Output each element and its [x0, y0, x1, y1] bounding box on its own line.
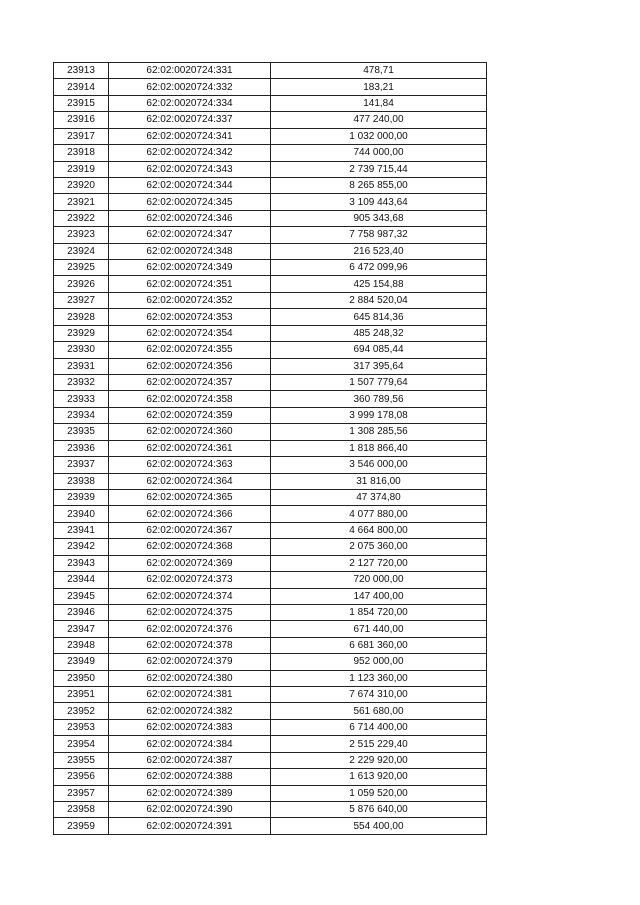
cadastral-number-cell: 62:02:0020724:390 — [109, 801, 271, 817]
table-row — [54, 440, 487, 456]
cadastral-value-cell: 7 674 310,00 — [271, 687, 487, 703]
row-number-cell: 23921 — [54, 194, 109, 210]
cadastral-value-cell: 5 876 640,00 — [271, 801, 487, 817]
table-row — [54, 818, 487, 834]
table-row — [54, 604, 487, 620]
row-number-cell: 23913 — [54, 63, 109, 79]
cadastral-number-cell: 62:02:0020724:334 — [109, 95, 271, 111]
cadastral-value-cell: 2 229 920,00 — [271, 752, 487, 768]
cadastral-number-cell: 62:02:0020724:356 — [109, 358, 271, 374]
cadastral-number-cell: 62:02:0020724:357 — [109, 375, 271, 391]
cadastral-value-cell: 4 077 880,00 — [271, 506, 487, 522]
cadastral-number-cell: 62:02:0020724:343 — [109, 161, 271, 177]
cadastral-value-cell: 720 000,00 — [271, 572, 487, 588]
cadastral-value-cell: 1 059 520,00 — [271, 785, 487, 801]
cadastral-value-cell: 3 999 178,08 — [271, 407, 487, 423]
row-number-cell: 23947 — [54, 621, 109, 637]
row-number-cell: 23944 — [54, 572, 109, 588]
cadastral-value-cell: 671 440,00 — [271, 621, 487, 637]
cadastral-value-cell: 554 400,00 — [271, 818, 487, 834]
cadastral-number-cell: 62:02:0020724:380 — [109, 670, 271, 686]
table-row — [54, 358, 487, 374]
table-row — [54, 424, 487, 440]
table-row — [54, 292, 487, 308]
cadastral-number-cell: 62:02:0020724:368 — [109, 539, 271, 555]
table-row — [54, 769, 487, 785]
cadastral-value-cell: 2 127 720,00 — [271, 555, 487, 571]
cadastral-value-cell: 694 085,44 — [271, 342, 487, 358]
table-row — [54, 785, 487, 801]
cadastral-value-cell: 477 240,00 — [271, 112, 487, 128]
table-row — [54, 210, 487, 226]
table-row — [54, 539, 487, 555]
cadastral-value-cell: 31 816,00 — [271, 473, 487, 489]
cadastral-number-cell: 62:02:0020724:387 — [109, 752, 271, 768]
row-number-cell: 23939 — [54, 489, 109, 505]
row-number-cell: 23914 — [54, 79, 109, 95]
cadastral-number-cell: 62:02:0020724:332 — [109, 79, 271, 95]
cadastral-value-cell: 2 739 715,44 — [271, 161, 487, 177]
table-row — [54, 588, 487, 604]
cadastral-number-cell: 62:02:0020724:344 — [109, 177, 271, 193]
cadastral-number-cell: 62:02:0020724:383 — [109, 719, 271, 735]
row-number-cell: 23938 — [54, 473, 109, 489]
cadastral-value-cell: 7 758 987,32 — [271, 227, 487, 243]
cadastral-number-cell: 62:02:0020724:360 — [109, 424, 271, 440]
cadastral-number-cell: 62:02:0020724:361 — [109, 440, 271, 456]
cadastral-number-cell: 62:02:0020724:369 — [109, 555, 271, 571]
row-number-cell: 23931 — [54, 358, 109, 374]
cadastral-value-cell: 1 308 285,56 — [271, 424, 487, 440]
cadastral-number-cell: 62:02:0020724:342 — [109, 145, 271, 161]
row-number-cell: 23940 — [54, 506, 109, 522]
cadastral-number-cell: 62:02:0020724:349 — [109, 260, 271, 276]
cadastral-number-cell: 62:02:0020724:337 — [109, 112, 271, 128]
cadastral-value-cell: 3 109 443,64 — [271, 194, 487, 210]
table-row — [54, 260, 487, 276]
table-row — [54, 670, 487, 686]
row-number-cell: 23924 — [54, 243, 109, 259]
row-number-cell: 23929 — [54, 325, 109, 341]
table-row — [54, 621, 487, 637]
row-number-cell: 23957 — [54, 785, 109, 801]
cadastral-value-cell: 905 343,68 — [271, 210, 487, 226]
cadastral-number-cell: 62:02:0020724:384 — [109, 736, 271, 752]
row-number-cell: 23930 — [54, 342, 109, 358]
table-row — [54, 391, 487, 407]
table-row — [54, 752, 487, 768]
cadastral-value-cell: 8 265 855,00 — [271, 177, 487, 193]
cadastral-number-cell: 62:02:0020724:348 — [109, 243, 271, 259]
row-number-cell: 23945 — [54, 588, 109, 604]
row-number-cell: 23925 — [54, 260, 109, 276]
cadastral-number-cell: 62:02:0020724:365 — [109, 489, 271, 505]
row-number-cell: 23917 — [54, 128, 109, 144]
cadastral-number-cell: 62:02:0020724:382 — [109, 703, 271, 719]
cadastral-number-cell: 62:02:0020724:367 — [109, 522, 271, 538]
cadastral-value-cell: 317 395,64 — [271, 358, 487, 374]
cadastral-number-cell: 62:02:0020724:364 — [109, 473, 271, 489]
cadastral-value-cell: 1 507 779,64 — [271, 375, 487, 391]
row-number-cell: 23928 — [54, 309, 109, 325]
row-number-cell: 23952 — [54, 703, 109, 719]
table-row — [54, 243, 487, 259]
cadastral-value-cell: 1 854 720,00 — [271, 604, 487, 620]
cadastral-number-cell: 62:02:0020724:353 — [109, 309, 271, 325]
cadastral-value-cell: 2 515 229,40 — [271, 736, 487, 752]
table-row — [54, 572, 487, 588]
cadastral-value-cell: 2 075 360,00 — [271, 539, 487, 555]
cadastral-number-cell: 62:02:0020724:331 — [109, 63, 271, 79]
table-row — [54, 407, 487, 423]
cadastral-value-cell: 6 472 099,96 — [271, 260, 487, 276]
row-number-cell: 23919 — [54, 161, 109, 177]
cadastral-value-cell: 4 664 800,00 — [271, 522, 487, 538]
cadastral-number-cell: 62:02:0020724:352 — [109, 292, 271, 308]
cadastral-value-cell: 645 814,36 — [271, 309, 487, 325]
cadastral-value-cell: 3 546 000,00 — [271, 457, 487, 473]
table-row — [54, 95, 487, 111]
table-row — [54, 637, 487, 653]
cadastral-number-cell: 62:02:0020724:366 — [109, 506, 271, 522]
cadastral-value-cell: 1 613 920,00 — [271, 769, 487, 785]
cadastral-value-cell: 1 032 000,00 — [271, 128, 487, 144]
table-row — [54, 522, 487, 538]
table-row — [54, 325, 487, 341]
cadastral-value-cell: 1 818 866,40 — [271, 440, 487, 456]
cadastral-number-cell: 62:02:0020724:355 — [109, 342, 271, 358]
cadastral-number-cell: 62:02:0020724:359 — [109, 407, 271, 423]
row-number-cell: 23915 — [54, 95, 109, 111]
cadastral-value-cell: 216 523,40 — [271, 243, 487, 259]
row-number-cell: 23951 — [54, 687, 109, 703]
cadastral-number-cell: 62:02:0020724:379 — [109, 654, 271, 670]
cadastral-number-cell: 62:02:0020724:389 — [109, 785, 271, 801]
cadastral-number-cell: 62:02:0020724:374 — [109, 588, 271, 604]
table-row — [54, 654, 487, 670]
table-row — [54, 506, 487, 522]
cadastral-number-cell: 62:02:0020724:346 — [109, 210, 271, 226]
table-row — [54, 194, 487, 210]
cadastral-number-cell: 62:02:0020724:375 — [109, 604, 271, 620]
table-row — [54, 736, 487, 752]
row-number-cell: 23958 — [54, 801, 109, 817]
cadastral-number-cell: 62:02:0020724:363 — [109, 457, 271, 473]
row-number-cell: 23926 — [54, 276, 109, 292]
cadastral-value-cell: 1 123 360,00 — [271, 670, 487, 686]
row-number-cell: 23946 — [54, 604, 109, 620]
table-row — [54, 801, 487, 817]
table-row — [54, 63, 487, 79]
cadastral-value-cell: 6 714 400,00 — [271, 719, 487, 735]
row-number-cell: 23932 — [54, 375, 109, 391]
row-number-cell: 23920 — [54, 177, 109, 193]
row-number-cell: 23949 — [54, 654, 109, 670]
table-row — [54, 177, 487, 193]
table-row — [54, 457, 487, 473]
cadastral-number-cell: 62:02:0020724:341 — [109, 128, 271, 144]
row-number-cell: 23935 — [54, 424, 109, 440]
cadastral-number-cell: 62:02:0020724:345 — [109, 194, 271, 210]
cadastral-number-cell: 62:02:0020724:373 — [109, 572, 271, 588]
row-number-cell: 23922 — [54, 210, 109, 226]
table-row — [54, 555, 487, 571]
row-number-cell: 23950 — [54, 670, 109, 686]
cadastral-value-cell: 360 789,56 — [271, 391, 487, 407]
cadastral-number-cell: 62:02:0020724:388 — [109, 769, 271, 785]
row-number-cell: 23918 — [54, 145, 109, 161]
cadastral-value-cell: 561 680,00 — [271, 703, 487, 719]
cadastral-value-cell: 147 400,00 — [271, 588, 487, 604]
row-number-cell: 23937 — [54, 457, 109, 473]
row-number-cell: 23954 — [54, 736, 109, 752]
row-number-cell: 23942 — [54, 539, 109, 555]
cadastral-number-cell: 62:02:0020724:358 — [109, 391, 271, 407]
row-number-cell: 23916 — [54, 112, 109, 128]
cadastral-number-cell: 62:02:0020724:376 — [109, 621, 271, 637]
cadastral-number-cell: 62:02:0020724:391 — [109, 818, 271, 834]
row-number-cell: 23943 — [54, 555, 109, 571]
cadastral-number-cell: 62:02:0020724:378 — [109, 637, 271, 653]
cadastral-value-cell: 485 248,32 — [271, 325, 487, 341]
row-number-cell: 23927 — [54, 292, 109, 308]
cadastral-number-cell: 62:02:0020724:354 — [109, 325, 271, 341]
cadastral-value-cell: 6 681 360,00 — [271, 637, 487, 653]
cadastral-number-cell: 62:02:0020724:351 — [109, 276, 271, 292]
table-row — [54, 687, 487, 703]
table-row — [54, 342, 487, 358]
table-row — [54, 161, 487, 177]
row-number-cell: 23941 — [54, 522, 109, 538]
cadastral-value-cell: 478,71 — [271, 63, 487, 79]
row-number-cell: 23948 — [54, 637, 109, 653]
table-row — [54, 145, 487, 161]
row-number-cell: 23934 — [54, 407, 109, 423]
cadastral-value-cell: 744 000,00 — [271, 145, 487, 161]
table-row — [54, 473, 487, 489]
table-row — [54, 703, 487, 719]
cadastral-value-cell: 47 374,80 — [271, 489, 487, 505]
row-number-cell: 23956 — [54, 769, 109, 785]
cadastral-value-cell: 952 000,00 — [271, 654, 487, 670]
cadastral-value-cell: 425 154,88 — [271, 276, 487, 292]
table-row — [54, 112, 487, 128]
table-row — [54, 276, 487, 292]
row-number-cell: 23936 — [54, 440, 109, 456]
cadastral-number-cell: 62:02:0020724:347 — [109, 227, 271, 243]
cadastral-value-table — [53, 62, 487, 835]
row-number-cell: 23959 — [54, 818, 109, 834]
table-row — [54, 309, 487, 325]
cadastral-value-cell: 141,84 — [271, 95, 487, 111]
row-number-cell: 23955 — [54, 752, 109, 768]
table-row — [54, 489, 487, 505]
row-number-cell: 23933 — [54, 391, 109, 407]
row-number-cell: 23953 — [54, 719, 109, 735]
table-row — [54, 375, 487, 391]
table-row — [54, 719, 487, 735]
cadastral-value-cell: 2 884 520,04 — [271, 292, 487, 308]
cadastral-value-cell: 183,21 — [271, 79, 487, 95]
table-row — [54, 79, 487, 95]
table-row — [54, 227, 487, 243]
table-row — [54, 128, 487, 144]
cadastral-number-cell: 62:02:0020724:381 — [109, 687, 271, 703]
row-number-cell: 23923 — [54, 227, 109, 243]
